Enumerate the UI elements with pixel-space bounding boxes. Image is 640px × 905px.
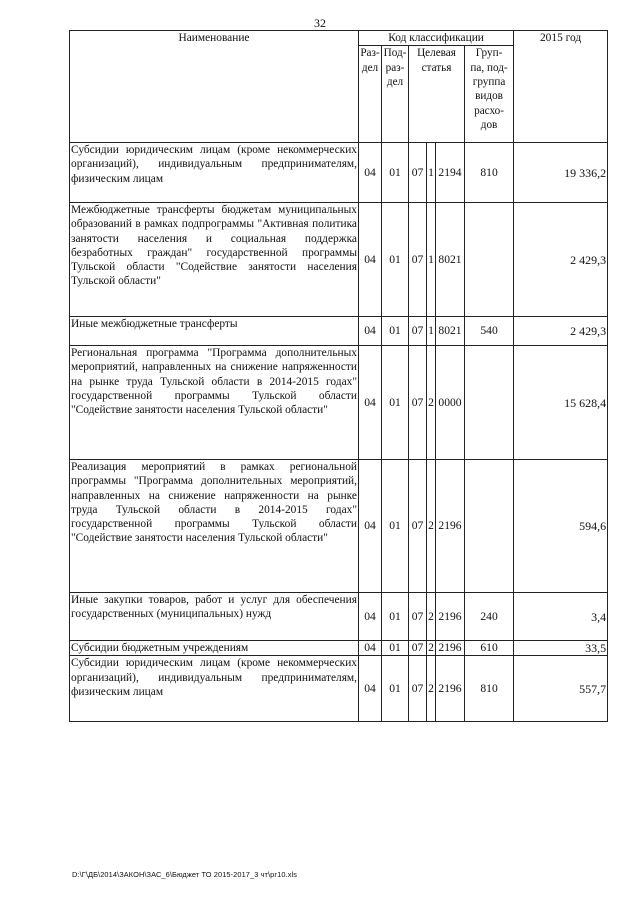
row-item: 2196 <box>436 593 465 641</box>
row-subsection: 01 <box>382 143 409 203</box>
row-subprogram: 1 <box>427 203 436 317</box>
row-name: Субсидии бюджетным учреждениям <box>70 641 359 656</box>
row-group: 610 <box>465 641 514 656</box>
row-item: 2196 <box>436 641 465 656</box>
row-amount: 33,5 <box>514 641 608 656</box>
row-amount: 3,4 <box>514 593 608 641</box>
table-row <box>70 317 608 346</box>
row-section: 04 <box>359 143 382 203</box>
row-name: Иные межбюджетные трансферты <box>70 317 359 346</box>
table-row <box>70 641 608 656</box>
row-item: 2194 <box>436 143 465 203</box>
row-program: 07 <box>409 203 427 317</box>
row-subsection: 01 <box>382 317 409 346</box>
row-program: 07 <box>409 641 427 656</box>
row-group: 810 <box>465 656 514 722</box>
row-program: 07 <box>409 143 427 203</box>
header-year: 2015 год <box>514 31 608 143</box>
row-program: 07 <box>409 346 427 460</box>
row-amount: 2 429,3 <box>514 317 608 346</box>
row-name: Реализация мероприятий в рамках региональной программы "Программа дополнительных мероприятий, направленных на снижение напряженности на рынке труда Тульской области в 2014-2015 годах" государственной программы Тульской области "Содействие занятости населения Тульской области" <box>70 460 359 593</box>
row-subsection: 01 <box>382 641 409 656</box>
row-group <box>465 203 514 317</box>
row-subsection: 01 <box>382 460 409 593</box>
page-number: 32 <box>314 16 326 30</box>
row-section: 04 <box>359 656 382 722</box>
header-section: Раз- дел <box>359 46 382 143</box>
table-row <box>70 460 608 593</box>
row-amount: 2 429,3 <box>514 203 608 317</box>
table-row <box>70 346 608 460</box>
row-subprogram: 2 <box>427 346 436 460</box>
row-section: 04 <box>359 641 382 656</box>
row-item: 0000 <box>436 346 465 460</box>
table-row <box>70 656 608 722</box>
header-expense-group: Груп- па, под- группа видов расхо- дов <box>465 46 514 143</box>
row-amount: 19 336,2 <box>514 143 608 203</box>
row-group: 810 <box>465 143 514 203</box>
row-section: 04 <box>359 460 382 593</box>
row-program: 07 <box>409 460 427 593</box>
row-name: Иные закупки товаров, работ и услуг для обеспечения государственных (муниципальных) нужд <box>70 593 359 641</box>
row-subsection: 01 <box>382 593 409 641</box>
row-subprogram: 2 <box>427 593 436 641</box>
table-row <box>70 143 608 203</box>
budget-table <box>69 30 608 722</box>
row-item: 8021 <box>436 203 465 317</box>
row-program: 07 <box>409 593 427 641</box>
table-row <box>70 203 608 317</box>
row-section: 04 <box>359 203 382 317</box>
header-target-article: Целевая статья <box>409 46 465 143</box>
row-subprogram: 2 <box>427 656 436 722</box>
row-item: 2196 <box>436 460 465 593</box>
row-subprogram: 1 <box>427 143 436 203</box>
row-group <box>465 346 514 460</box>
row-subsection: 01 <box>382 656 409 722</box>
row-group: 540 <box>465 317 514 346</box>
row-section: 04 <box>359 346 382 460</box>
row-name: Региональная программа "Программа дополнительных мероприятий, направленных на снижение напряженности на рынке труда Тульской области в 2014-2015 годах" государственной программы Тульской области "Содействие занятости населения Тульской области" <box>70 346 359 460</box>
row-subprogram: 1 <box>427 317 436 346</box>
table-row <box>70 593 608 641</box>
row-subsection: 01 <box>382 203 409 317</box>
file-path-footer: D:\Г\ДБ\2014\ЗАКОН\ЗАС_6\Бюджет ТО 2015-2017_3 чт\рг10.xls <box>72 870 298 879</box>
row-subsection: 01 <box>382 346 409 460</box>
row-subprogram: 2 <box>427 460 436 593</box>
row-amount: 15 628,4 <box>514 346 608 460</box>
row-section: 04 <box>359 593 382 641</box>
row-name: Субсидии юридическим лицам (кроме некоммерческих организаций), индивидуальным предпринимателям, физическим лицам <box>70 143 359 203</box>
row-amount: 557,7 <box>514 656 608 722</box>
row-section: 04 <box>359 317 382 346</box>
row-item: 8021 <box>436 317 465 346</box>
row-group <box>465 460 514 593</box>
header-classification: Код классификации <box>359 31 514 46</box>
header-name: Наименование <box>70 31 359 143</box>
row-amount: 594,6 <box>514 460 608 593</box>
row-subprogram: 2 <box>428 641 434 655</box>
row-group: 240 <box>465 593 514 641</box>
row-name: Межбюджетные трансферты бюджетам муниципальных образований в рамках подпрограммы "Активная политика занятости населения и социальная поддержка безработных граждан" государственной программы Тульской области "Содействие занятости населения Тульской области" <box>70 203 359 317</box>
header-subsection: Под- раз- дел <box>382 46 409 143</box>
row-item: 2196 <box>436 656 465 722</box>
row-name: Субсидии юридическим лицам (кроме некоммерческих организаций), индивидуальным предпринимателям, физическим лицам <box>70 656 359 722</box>
row-program: 07 <box>409 656 427 722</box>
row-program: 07 <box>409 317 427 346</box>
